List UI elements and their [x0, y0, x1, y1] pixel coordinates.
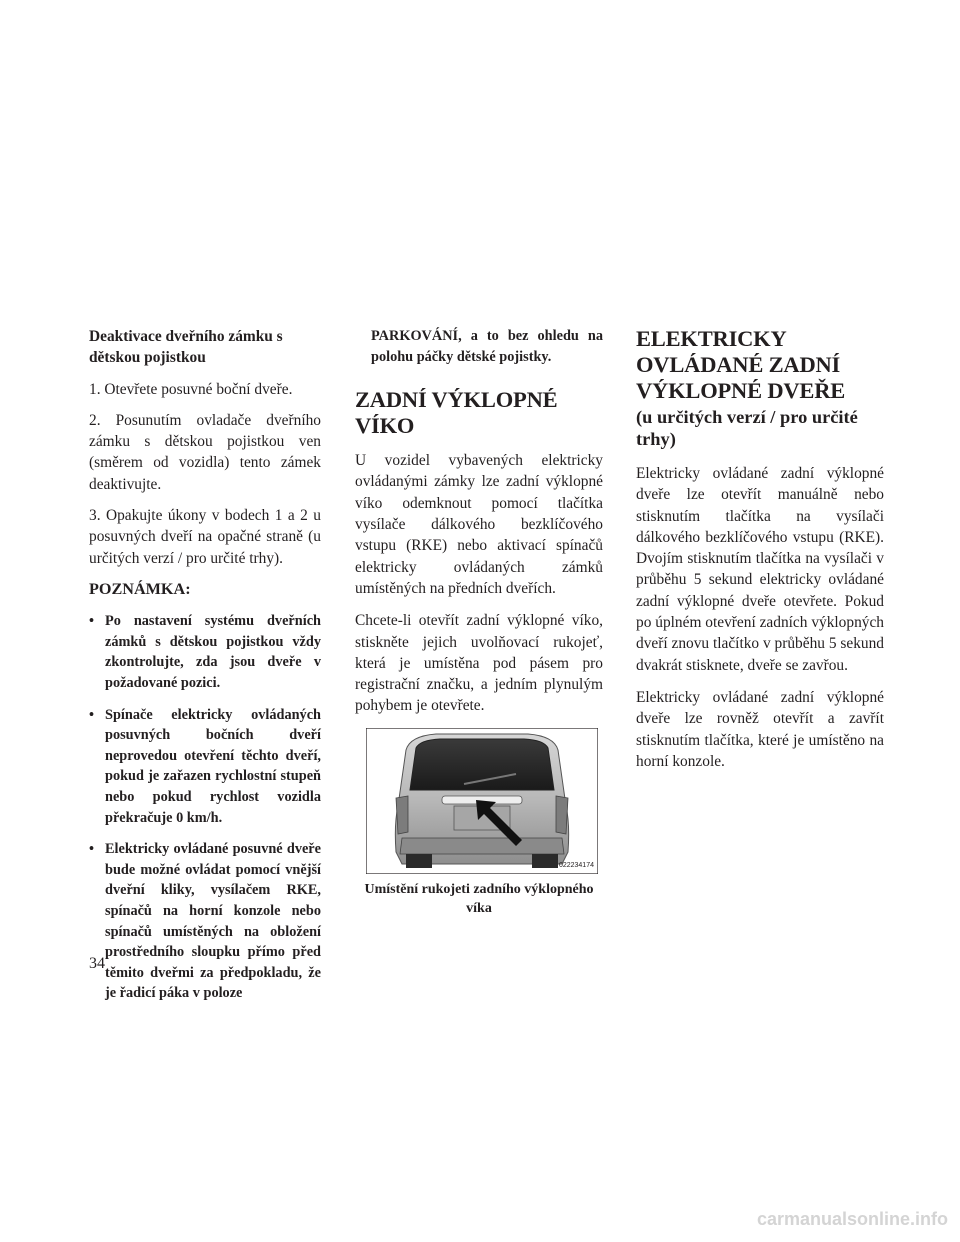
- power-liftgate-paragraph-1: Elektricky ovládané zadní výklopné dveře lze otevřít manuálně nebo stisknutím tlačítka na vysílači dálkového bezklíčového vstupu (RKE). Dvojím stisknutím tlačítka na vysílači v průběhu 5 sekund elektricky ovládané zadní výklopné dveře otevřete. Pokud po úplném otevření zadních výklopných dveří znovu tlačítko v průběhu 5 sekund dvakrát stisknete, dveře se zavřou.: [636, 465, 884, 674]
- liftgate-paragraph-2: Chcete-li otevřít zadní výklopné víko, stiskněte jejich uvolňovací rukojeť, která je umístěna pod pásem pro registrační značku, a jedním plynulým pohybem je otevřete.: [355, 612, 603, 715]
- step-2: 2. Posunutím ovladače dveřního zámku s dětskou pojistkou ven (směrem od vozidla) tento zámek deaktivujte.: [89, 411, 321, 493]
- page-number: 34: [89, 955, 105, 972]
- section-subheading-availability: (u určitých verzí / pro určité trhy): [636, 407, 858, 449]
- power-liftgate-paragraph-2: Elektricky ovládané zadní výklopné dveře lze rovněž otevřít a zavřít stisknutím tlačítka, které je umístěno na horní konzole.: [636, 688, 884, 770]
- note-bullet-list: [89, 611, 321, 1004]
- column-middle: [355, 326, 603, 918]
- watermark: carmanualsonline.info: [756, 1209, 948, 1229]
- liftgate-paragraph-1: U vozidel vybavených elektricky ovládanými zámky lze zadní výklopné víko odemknout pomocí tlačítka vysílače dálkového bezklíčového vstupu (RKE) nebo aktivací spínačů elektricky ovládaných zámků umístěných na předních dveřích.: [355, 452, 603, 597]
- note-bullet-1: • Po nastavení systému dveřních zámků s dětskou pojistkou vždy zkontrolujte, zda jsou dveře v požadované pozici.: [89, 611, 321, 693]
- subheading-child-lock-deactivation: Deaktivace dveřního zámku s dětskou pojistkou: [89, 328, 283, 367]
- figure-code: 022234174: [558, 861, 594, 869]
- figure-caption: Umístění rukojeti zadního výklopného víka: [364, 881, 594, 916]
- column-left: [89, 326, 321, 1015]
- note-bullet-2: • Spínače elektricky ovládaných posuvných bočních dveří neprovedou otevření těchto dveří, pokud je zařazen rychlostní stupeň nebo pokud rychlost vozidla překračuje 0 km/h.: [89, 705, 321, 829]
- bullet-continuation: PARKOVÁNÍ, a to bez ohledu na polohu páčky dětské pojistky.: [371, 328, 603, 365]
- note-heading: POZNÁMKA:: [89, 579, 191, 598]
- liftgate-handle-figure: [366, 728, 598, 874]
- column-right: [636, 326, 884, 783]
- section-heading-power-liftgate: ELEKTRICKY OVLÁDANÉ ZADNÍ VÝKLOPNÉ DVEŘE: [636, 326, 846, 403]
- note-bullet-3: • Elektricky ovládané posuvné dveře bude možné ovládat pomocí vnější dveřní kliky, vysílačem RKE, spínačů na horní konzole nebo spínačů umístěných na obložení prostředního sloupku přímo před těmito dveřmi za předpokladu, že je řadicí páka v poloze: [89, 839, 321, 1004]
- section-heading-rear-liftgate: ZADNÍ VÝKLOPNÉ VÍKO: [355, 387, 558, 439]
- step-1: 1. Otevřete posuvné boční dveře.: [89, 380, 293, 398]
- step-3: 3. Opakujte úkony v bodech 1 a 2 u posuvných dveří na opačné straně (u určitých verzí / pro určité trhy).: [89, 507, 321, 567]
- minivan-rear-illustration: [366, 728, 598, 874]
